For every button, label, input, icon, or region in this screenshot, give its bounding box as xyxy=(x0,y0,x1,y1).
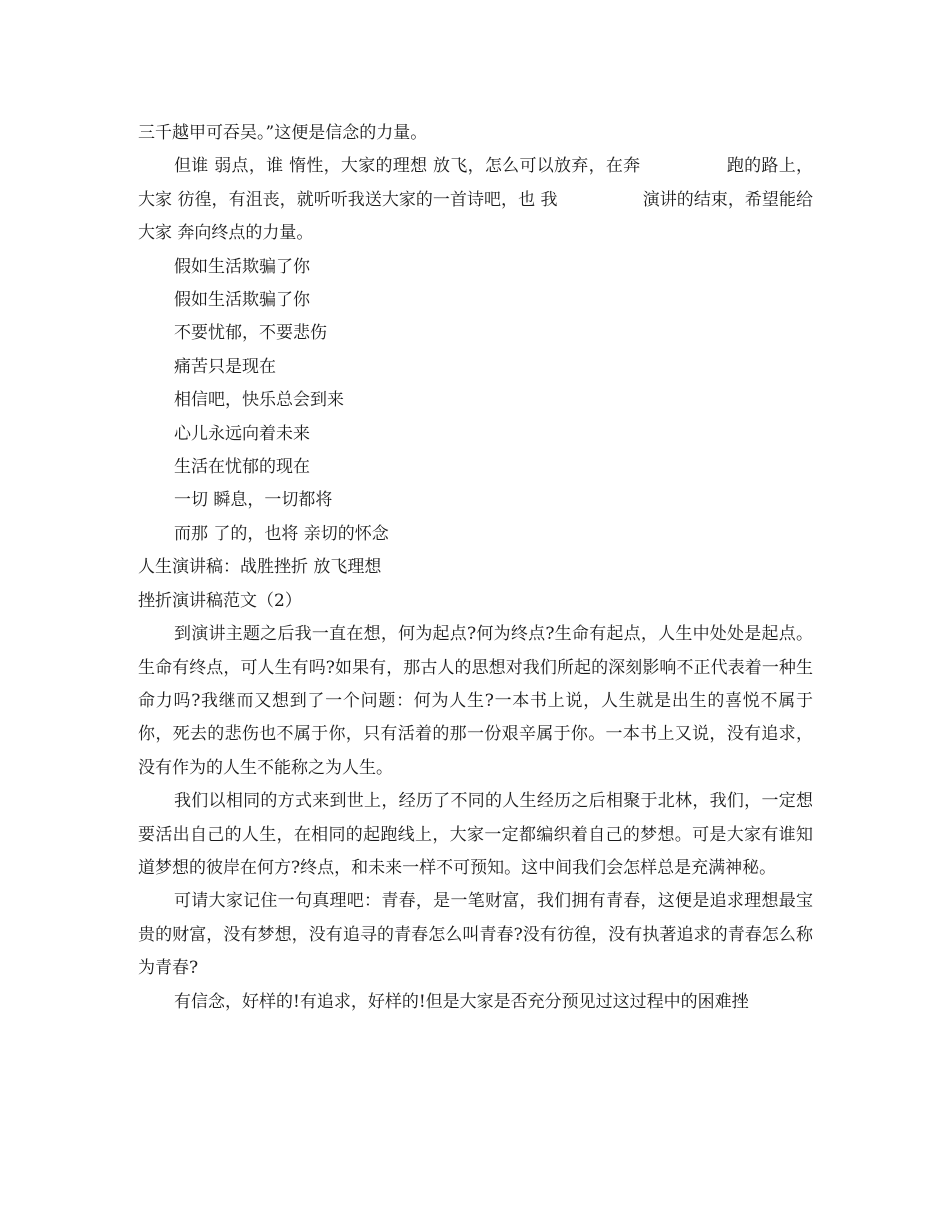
paragraph-5: 可请大家记住一句真理吧：青春，是一笔财富，我们拥有青春，这便是追求理想最宝贵的财富，没有梦想，没有追寻的青春怎么叫青春?没有彷徨，没有执著追求的青春怎么称为青春? xyxy=(138,891,813,979)
paragraph-1: 三千越甲可吞吴。”这便是信念的力量。 xyxy=(138,123,428,143)
poem-line: 痛苦只是现在 xyxy=(174,356,276,377)
paragraph-4: 我们以相同的方式来到世上，经历了不同的人生经历之后相聚于北林，我们，一定想要活出自己的人生，在相同的起跑线上，大家一定都编织着自己的梦想。可是大家有谁知道梦想的彼岸在何方?终点，和未来一样不可预知。这中间我们会怎样总是充满神秘。 xyxy=(138,791,813,878)
poem-line: 不要忧郁，不要悲伤 xyxy=(174,323,327,344)
poem-line: 心儿永远向着未来 xyxy=(174,423,310,444)
paragraph-2: 但谁 弱点，谁 惰性，大家的理想 放飞，怎么可以放弃，在奔 跑的路上，大家 彷徨，有沮丧，就听听我送大家的一首诗吧，也 我 演讲的结束，希望能给大家 奔向终点的力量。 xyxy=(138,156,813,244)
poem-line: 假如生活欺骗了你 xyxy=(174,290,310,311)
paragraph-3: 到演讲主题之后我一直在想，何为起点?何为终点?生命有起点，人生中处处是起点。生命有终点，可人生有吗?如果有，那古人的思想对我们所起的深刻影响不正代表着一种生命力吗?我继而又想到了一个问题：何为人生?一本书上说，人生就是出生的喜悦不属于你，死去的悲伤也不属于你，只有活着的那一份艰辛属于你。一本书上又说，没有追求，没有作为的人生不能称之为人生。 xyxy=(138,624,813,778)
poem-line: 假如生活欺骗了你 xyxy=(174,256,310,277)
poem-line: 而那 了的，也将 亲切的怀念 xyxy=(174,523,389,544)
section-heading: 人生演讲稿：战胜挫折 放飞理想 xyxy=(138,557,382,578)
paragraph-6: 有信念，好样的!有追求，好样的!但是大家是否充分预见过这过程中的困难挫 xyxy=(174,991,749,1012)
poem-line: 相信吧，快乐总会到来 xyxy=(174,390,344,411)
poem-line: 一切 瞬息，一切都将 xyxy=(174,490,333,511)
document-body xyxy=(138,117,813,1019)
section-heading: 挫折演讲稿范文（2） xyxy=(138,590,302,611)
poem-line: 生活在忧郁的现在 xyxy=(174,457,310,478)
